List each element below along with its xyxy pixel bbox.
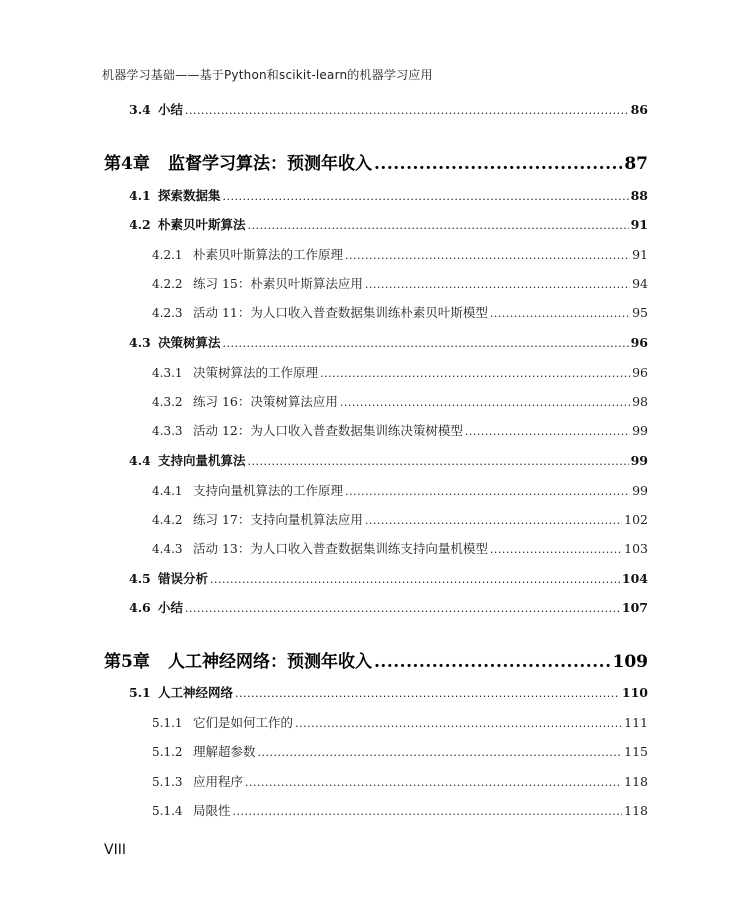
dot-leader xyxy=(258,746,623,759)
toc-entry-4-4-2[interactable] xyxy=(152,510,648,528)
chapter-title: 监督学习算法：预测年收入 xyxy=(168,154,372,174)
toc-number: 4.3.3 xyxy=(152,424,183,438)
dot-leader xyxy=(248,455,629,468)
toc-entry-4-4-3[interactable] xyxy=(152,539,648,557)
dot-leader xyxy=(223,190,629,203)
toc-number: 4.4.3 xyxy=(152,542,183,556)
toc-number: 5.1.1 xyxy=(152,716,183,730)
toc-entry-4-1[interactable] xyxy=(129,186,648,204)
toc-page-number: 99 xyxy=(632,423,648,438)
toc-entry-4-2-1[interactable] xyxy=(152,245,648,263)
toc-title: 决策树算法 xyxy=(158,335,221,350)
dot-leader xyxy=(235,687,620,700)
toc-entry-4-3-1[interactable] xyxy=(152,363,648,381)
toc-page-number: 86 xyxy=(630,102,648,117)
toc-title: 活动 11：为人口收入普查数据集训练朴素贝叶斯模型 xyxy=(193,305,488,320)
toc-entry-5-1[interactable] xyxy=(129,683,648,701)
chapter-number: 第4章 xyxy=(104,154,150,174)
toc-page-number: 118 xyxy=(624,803,648,818)
toc-number: 5.1.3 xyxy=(152,775,183,789)
toc-number: 4.5 xyxy=(129,571,151,586)
toc-title: 人工神经网络 xyxy=(158,685,234,700)
toc-page-number: 115 xyxy=(624,744,648,759)
toc-entry-4-3[interactable] xyxy=(129,333,648,351)
dot-leader xyxy=(365,514,622,527)
dot-leader xyxy=(295,717,622,730)
toc-title: 朴素贝叶斯算法的工作原理 xyxy=(193,247,344,262)
toc-number: 4.3.1 xyxy=(152,366,183,380)
toc-entry-5-1-2[interactable] xyxy=(152,742,648,760)
toc-entry-4-4[interactable] xyxy=(129,451,648,469)
toc-title: 决策树算法的工作原理 xyxy=(193,365,319,380)
chapter-title: 人工神经网络：预测年收入 xyxy=(168,652,372,672)
dot-leader xyxy=(245,776,622,789)
toc-page-number: 104 xyxy=(621,571,648,586)
toc-page-number: 98 xyxy=(632,394,648,409)
dot-leader xyxy=(233,805,623,818)
toc-page-number: 107 xyxy=(621,600,648,615)
toc-entry-5-1-3[interactable] xyxy=(152,772,648,790)
toc-entry-5-1-1[interactable] xyxy=(152,713,648,731)
toc-number: 4.2.1 xyxy=(152,248,183,262)
toc-number: 4.4 xyxy=(129,453,151,468)
running-header: 机器学习基础——基于Python和scikit-learn的机器学习应用 xyxy=(102,68,433,82)
toc-page-number: 95 xyxy=(632,305,648,320)
toc-page-number: 110 xyxy=(621,685,648,700)
toc-number: 4.4.2 xyxy=(152,513,183,527)
dot-leader xyxy=(345,249,630,262)
toc-title: 支持向量机算法的工作原理 xyxy=(193,483,344,498)
toc-page-number: 99 xyxy=(632,483,648,498)
chapter-page-number: 109 xyxy=(612,652,648,672)
chapter-number: 第5章 xyxy=(104,652,150,672)
dot-leader xyxy=(185,104,629,117)
toc-number: 4.3.2 xyxy=(152,395,183,409)
toc-title: 活动 12：为人口收入普查数据集训练决策树模型 xyxy=(193,423,463,438)
toc-number: 4.2.2 xyxy=(152,277,183,291)
toc-number: 4.2.3 xyxy=(152,306,183,320)
toc-entry-4-6[interactable] xyxy=(129,598,648,616)
toc-page-number: 102 xyxy=(624,512,648,527)
toc-number: 4.4.1 xyxy=(152,484,183,498)
toc-title: 它们是如何工作的 xyxy=(193,715,294,730)
dot-leader xyxy=(490,543,622,556)
toc-number: 5.1.2 xyxy=(152,745,183,759)
toc-entry-3-4[interactable] xyxy=(129,100,648,118)
dot-leader xyxy=(345,485,630,498)
toc-page-number: 96 xyxy=(630,335,648,350)
toc-page-number: 99 xyxy=(630,453,648,468)
toc-title: 练习 17：支持向量机算法应用 xyxy=(193,512,363,527)
toc-title: 局限性 xyxy=(193,803,231,818)
toc-number: 4.6 xyxy=(129,600,151,615)
toc-entry-4-2[interactable] xyxy=(129,215,648,233)
toc-entry-4-2-2[interactable] xyxy=(152,274,648,292)
toc-entry-4-4-1[interactable] xyxy=(152,481,648,499)
toc-entry-4-2-3[interactable] xyxy=(152,303,648,321)
dot-leader xyxy=(365,278,630,291)
toc-number: 4.1 xyxy=(129,188,151,203)
toc-page-number: 118 xyxy=(624,774,648,789)
toc-title: 支持向量机算法 xyxy=(158,453,246,468)
toc-title: 练习 15：朴素贝叶斯算法应用 xyxy=(193,276,363,291)
toc-page-number: 96 xyxy=(632,365,648,380)
chapter-page-number: 87 xyxy=(624,154,648,174)
dot-leader xyxy=(374,154,622,174)
dot-leader xyxy=(490,307,630,320)
dot-leader xyxy=(374,652,611,672)
toc-page-number: 94 xyxy=(632,276,648,291)
dot-leader xyxy=(340,396,630,409)
toc-number: 4.3 xyxy=(129,335,151,350)
toc-page-number: 91 xyxy=(632,247,648,262)
toc-entry-4-3-2[interactable] xyxy=(152,392,648,410)
dot-leader xyxy=(185,602,620,615)
toc-number: 5.1 xyxy=(129,685,151,700)
toc-page-number: 103 xyxy=(624,541,648,556)
page-folio: VIII xyxy=(104,842,126,858)
toc-number: 3.4 xyxy=(129,102,151,117)
toc-chapter-5[interactable] xyxy=(104,647,648,672)
toc-entry-5-1-4[interactable] xyxy=(152,801,648,819)
toc-title: 练习 16：决策树算法应用 xyxy=(193,394,338,409)
toc-title: 应用程序 xyxy=(193,774,244,789)
toc-title: 朴素贝叶斯算法 xyxy=(158,217,246,232)
toc-title: 活动 13：为人口收入普查数据集训练支持向量机模型 xyxy=(193,541,488,556)
toc-page-number: 111 xyxy=(624,715,648,730)
toc-number: 4.2 xyxy=(129,217,151,232)
dot-leader xyxy=(465,425,630,438)
toc-page-number: 91 xyxy=(630,217,648,232)
toc-page-number: 88 xyxy=(630,188,648,203)
toc-number: 5.1.4 xyxy=(152,804,183,818)
toc-title: 小结 xyxy=(158,102,184,117)
toc-title: 理解超参数 xyxy=(193,744,256,759)
dot-leader xyxy=(210,573,620,586)
toc-entry-4-5[interactable] xyxy=(129,569,648,587)
toc-title: 小结 xyxy=(158,600,184,615)
toc-title: 探索数据集 xyxy=(158,188,221,203)
toc-title: 错误分析 xyxy=(158,571,209,586)
toc-entry-4-3-3[interactable] xyxy=(152,421,648,439)
dot-leader xyxy=(223,337,629,350)
dot-leader xyxy=(320,367,630,380)
toc-chapter-4[interactable] xyxy=(104,149,648,174)
dot-leader xyxy=(248,219,629,232)
